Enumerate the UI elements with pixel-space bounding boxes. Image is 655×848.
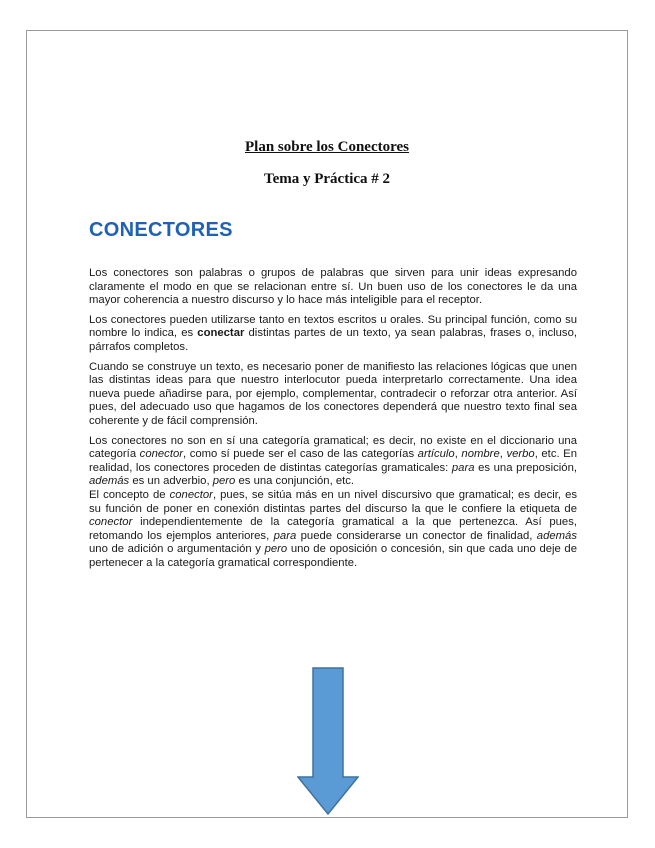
paragraph-5: [89, 489, 577, 571]
italic-term: nombre: [461, 448, 500, 461]
text-run: puede considerarse un conector de finalidad,: [296, 529, 537, 542]
down-arrow-shape: [298, 668, 358, 814]
text-run: es una conjunción, etc.: [235, 475, 355, 488]
bold-term: conectar: [197, 327, 245, 340]
italic-term: para: [273, 529, 297, 542]
page-title: Plan sobre los Conectores: [244, 139, 410, 155]
text-run: Los conectores pueden utilizarse tanto en textos escritos u orales. Su principal función, como su nombre lo indica, es: [89, 313, 577, 340]
italic-term: pero: [212, 475, 236, 488]
body-text: [89, 267, 577, 576]
page-subtitle: Tema y Práctica # 2: [263, 171, 391, 187]
text-run: , pues, se sitúa más en un nivel discursivo que gramatical; es decir, es su función de poner en conexión distintas partes del discurso la que le confiere la etiqueta de: [89, 488, 577, 515]
italic-term: artículo: [417, 448, 455, 461]
text-run: ,: [499, 448, 507, 461]
paragraph-2: [89, 314, 577, 355]
paragraph-3: Cuando se construye un texto, es necesario poner de manifiesto las relaciones lógicas que unen las distintas ideas para que nuestro interlocutor pueda interpretarlo correctamente. Una idea nueva puede añadirse para, por ejemplo, complementar, contradecir o reforzar otra anterior. Así pues, del adecuado uso que hagamos de los conectores dependerá que nuestro texto final sea coherente y de fácil comprensión.: [89, 360, 577, 427]
text-run: uno de oposición o concesión, sin que cada uno deje de pertenecer a la categoría gramatical correspondiente.: [89, 543, 577, 569]
document-page: [26, 30, 628, 818]
text-run: ,: [454, 448, 462, 461]
section-heading: CONECTORES: [89, 219, 233, 241]
italic-term: conector: [169, 488, 213, 501]
italic-term: conector: [89, 516, 133, 529]
italic-term: pero: [264, 543, 288, 556]
text-run: , etc. En realidad, los conectores proceden de distintas categorías gramaticales:: [89, 448, 577, 474]
paragraph-1: Los conectores son palabras o grupos de palabras que sirven para unir ideas expresando claramente el modo en que se relacionan entre sí. Un buen uso de los conectores le da una mayor coherencia a nuestro discurso y lo hace más inteligible para el receptor.: [89, 267, 577, 307]
text-run: es una preposición,: [474, 461, 577, 474]
text-run: independientemente de la categoría gramatical a la que pertenezca. Así pues, retomando los ejemplos anteriores,: [89, 516, 577, 542]
paragraph-4: [89, 435, 577, 489]
text-run: es un adverbio,: [129, 475, 213, 488]
italic-term: verbo: [506, 448, 535, 461]
italic-term: para: [451, 461, 475, 474]
italic-term: además: [89, 475, 130, 488]
down-arrow-icon: [297, 667, 359, 815]
text-run: , como sí puede ser el caso de las categorías: [183, 448, 418, 461]
italic-term: además: [536, 529, 577, 542]
text-run: distintas partes de un texto, ya sean palabras, frases o, incluso, párrafos completos.: [89, 327, 577, 353]
text-run: El concepto de: [89, 488, 170, 501]
text-run: Los conectores no son en sí una categoría gramatical; es decir, no existe en el diccionario una categoría: [89, 434, 577, 461]
text-run: uno de adición o argumentación y: [89, 543, 265, 556]
italic-term: conector: [139, 448, 184, 461]
